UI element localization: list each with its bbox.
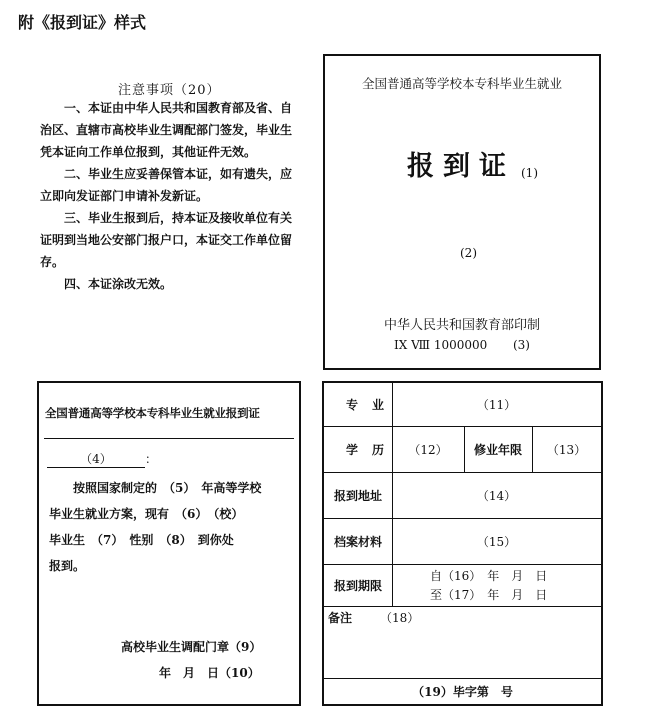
cover-marker-3: (3) xyxy=(512,338,530,352)
letter-line: 毕业生 （7） 性别 （8） 到你处 xyxy=(49,533,234,547)
address-value: （14） xyxy=(476,488,517,503)
letter-body xyxy=(49,475,293,579)
study-years-value: （13） xyxy=(546,442,587,457)
cover-marker-2: (2) xyxy=(460,246,477,260)
note-item: 一、本证由中华人民共和国教育部及省、自治区、直辖市高校毕业生调配部门签发，毕业生凭本证向工作单位报到，其他证件无效。 xyxy=(40,101,293,159)
certificate-letter xyxy=(37,381,301,706)
certificate-cover xyxy=(323,54,601,370)
certificate-form xyxy=(322,381,603,706)
cover-code-line xyxy=(325,338,599,352)
education-value: （12） xyxy=(408,442,448,457)
letter-line: 按照国家制定的 （5） 年高等学校 xyxy=(73,481,262,495)
cover-header: 全国普通高等学校本专科毕业生就业 xyxy=(361,76,562,91)
note-item: 三、毕业生报到后，持本证及接收单位有关证明到当地公安部门报户口，本证交工作单位留存。 xyxy=(40,211,293,269)
cover-code: IX Ⅷ 1000000 xyxy=(394,338,488,352)
notes-title: 注意事项（20） xyxy=(118,83,221,98)
period-label: 报到期限 xyxy=(333,578,382,593)
remarks-label: 备注 xyxy=(328,611,353,625)
letter-divider xyxy=(44,438,294,439)
letter-date: 年 月 日（10） xyxy=(159,666,260,680)
major-label: 专业 xyxy=(345,398,398,412)
note-item: 四、本证涂改无效。 xyxy=(64,277,173,291)
cover-title: 报到证 xyxy=(407,151,515,182)
note-item: 二、毕业生应妥善保管本证，如有遗失，应立即向发证部门申请补发新证。 xyxy=(40,167,293,203)
archive-label: 档案材料 xyxy=(333,534,382,549)
letter-seal: 高校毕业生调配门章（9） xyxy=(121,640,262,654)
letter-header: 全国普通高等学校本专科毕业生就业报到证 xyxy=(45,406,260,420)
archive-value: （15） xyxy=(476,534,517,549)
notes-list xyxy=(40,97,300,295)
cover-printer: 中华人民共和国教育部印制 xyxy=(383,318,540,333)
form-row-line xyxy=(324,606,601,607)
letter-line: 报到。 xyxy=(49,559,86,573)
period-to: 至（17） 年 月 日 xyxy=(430,588,548,602)
address-label: 报到地址 xyxy=(333,488,382,503)
addressee-marker: （4） xyxy=(47,450,145,468)
major-value: （11） xyxy=(476,398,517,412)
addressee-colon: ： xyxy=(145,452,158,466)
education-label: 学历 xyxy=(345,442,398,457)
cover-marker-1: (1) xyxy=(521,166,538,180)
page-title: 附《报到证》样式 xyxy=(18,13,147,32)
study-years-label: 修业年限 xyxy=(473,442,522,457)
period-from: 自（16） 年 月 日 xyxy=(430,569,548,583)
remarks-value: （18） xyxy=(380,611,420,625)
letter-addressee xyxy=(47,450,157,468)
letter-line: 毕业生就业方案，现有 （6） （校） xyxy=(49,507,244,521)
serial-number: （19）毕字第 号 xyxy=(412,684,513,699)
